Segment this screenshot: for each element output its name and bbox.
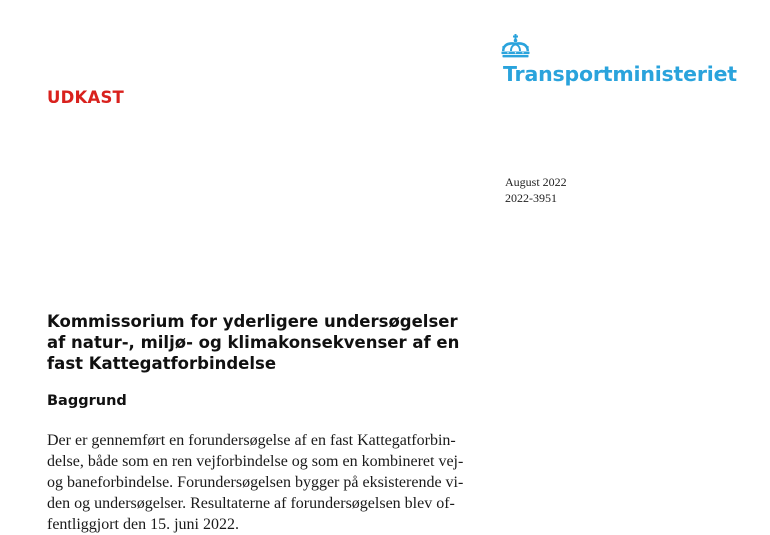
title-line: af natur-, miljø- og klimakonsekvenser af en [47, 333, 460, 352]
body-line: delse, både som en ren vejforbindelse og som en kombineret vej- [47, 453, 464, 470]
ministry-name: Transportministeriet [503, 62, 737, 86]
document-reference: 2022-3951 [505, 190, 557, 205]
ministry-logo [499, 34, 749, 86]
crown-icon [499, 34, 532, 59]
title-line: fast Kattegatforbindelse [47, 354, 277, 373]
body-line: fentliggjort den 15. juni 2022. [47, 516, 239, 533]
document-title [47, 311, 487, 374]
title-line: Kommissorium for yderligere undersøgelser [47, 312, 458, 331]
draft-label: UDKAST [47, 88, 124, 107]
document-date: August 2022 [505, 175, 567, 189]
body-line: Der er gennemført en forundersøgelse af en fast Kattegatforbin- [47, 432, 456, 449]
section-heading: Baggrund [47, 393, 127, 409]
document-meta [505, 175, 567, 206]
body-line: og baneforbindelse. Forundersøgelsen bygger på eksisterende vi- [47, 474, 464, 491]
body-paragraph [47, 430, 477, 535]
body-line: den og undersøgelser. Resultaterne af forundersøgelsen blev of- [47, 495, 455, 512]
